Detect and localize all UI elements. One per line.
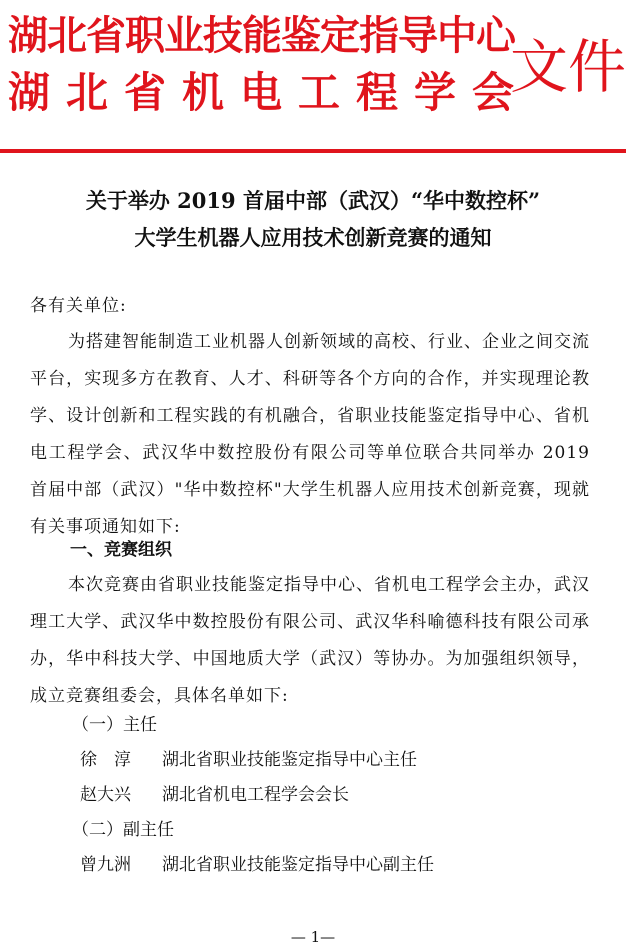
header-org-line-1: 湖北省职业技能鉴定指导中心 — [8, 13, 515, 59]
person-row — [80, 780, 349, 805]
person-title: 湖北省机电工程学会会长 — [162, 785, 349, 805]
paragraph-intro: 为搭建智能制造工业机器人创新领域的高校、行业、企业之间交流平台，实现多方在教育、人才、科研等各个方向的合作，并实现理论教学、设计创新和工程实践的有机融合，省职业技能鉴定指导中心、省机电工程学会、武汉华中数控股份有限公司等单位联合共同举办 2019 首届中部（武汉）"华中数控杯"大学生机器人应用技术创新竞赛，现就有关事项通知如下: — [30, 332, 590, 537]
person-row — [80, 745, 417, 770]
person-name: 曾九洲 — [80, 855, 131, 875]
page-number: — 1— — [290, 928, 336, 946]
person-name: 赵大兴 — [80, 785, 131, 805]
salutation: 各有关单位: — [30, 296, 127, 316]
header-doc-word: 文件 — [510, 33, 626, 101]
section-heading-organization: 一、竞赛组织 — [70, 540, 172, 560]
header-red-rule — [0, 149, 626, 153]
subheading-deputy-director: （二）副主任 — [72, 820, 174, 840]
person-title: 湖北省职业技能鉴定指导中心主任 — [162, 750, 417, 770]
subheading-director: （一）主任 — [72, 715, 157, 735]
document-title-line-1: 关于举办 2019 首届中部（武汉）“华中数控杯” — [85, 188, 541, 213]
paragraph-organization: 本次竞赛由省职业技能鉴定指导中心、省机电工程学会主办，武汉理工大学、武汉华中数控股份有限公司、武汉华科喻德科技有限公司承办，华中科技大学、中国地质大学（武汉）等协办。为加强组织领导，成立竞赛组委会，具体名单如下: — [30, 575, 590, 706]
document-title-line-2: 大学生机器人应用技术创新竞赛的通知 — [134, 225, 492, 250]
person-title: 湖北省职业技能鉴定指导中心副主任 — [162, 855, 434, 875]
person-name: 徐 淳 — [80, 750, 131, 770]
header-org-line-2: 湖北省机电工程学会 — [8, 68, 531, 117]
person-row — [80, 850, 434, 875]
